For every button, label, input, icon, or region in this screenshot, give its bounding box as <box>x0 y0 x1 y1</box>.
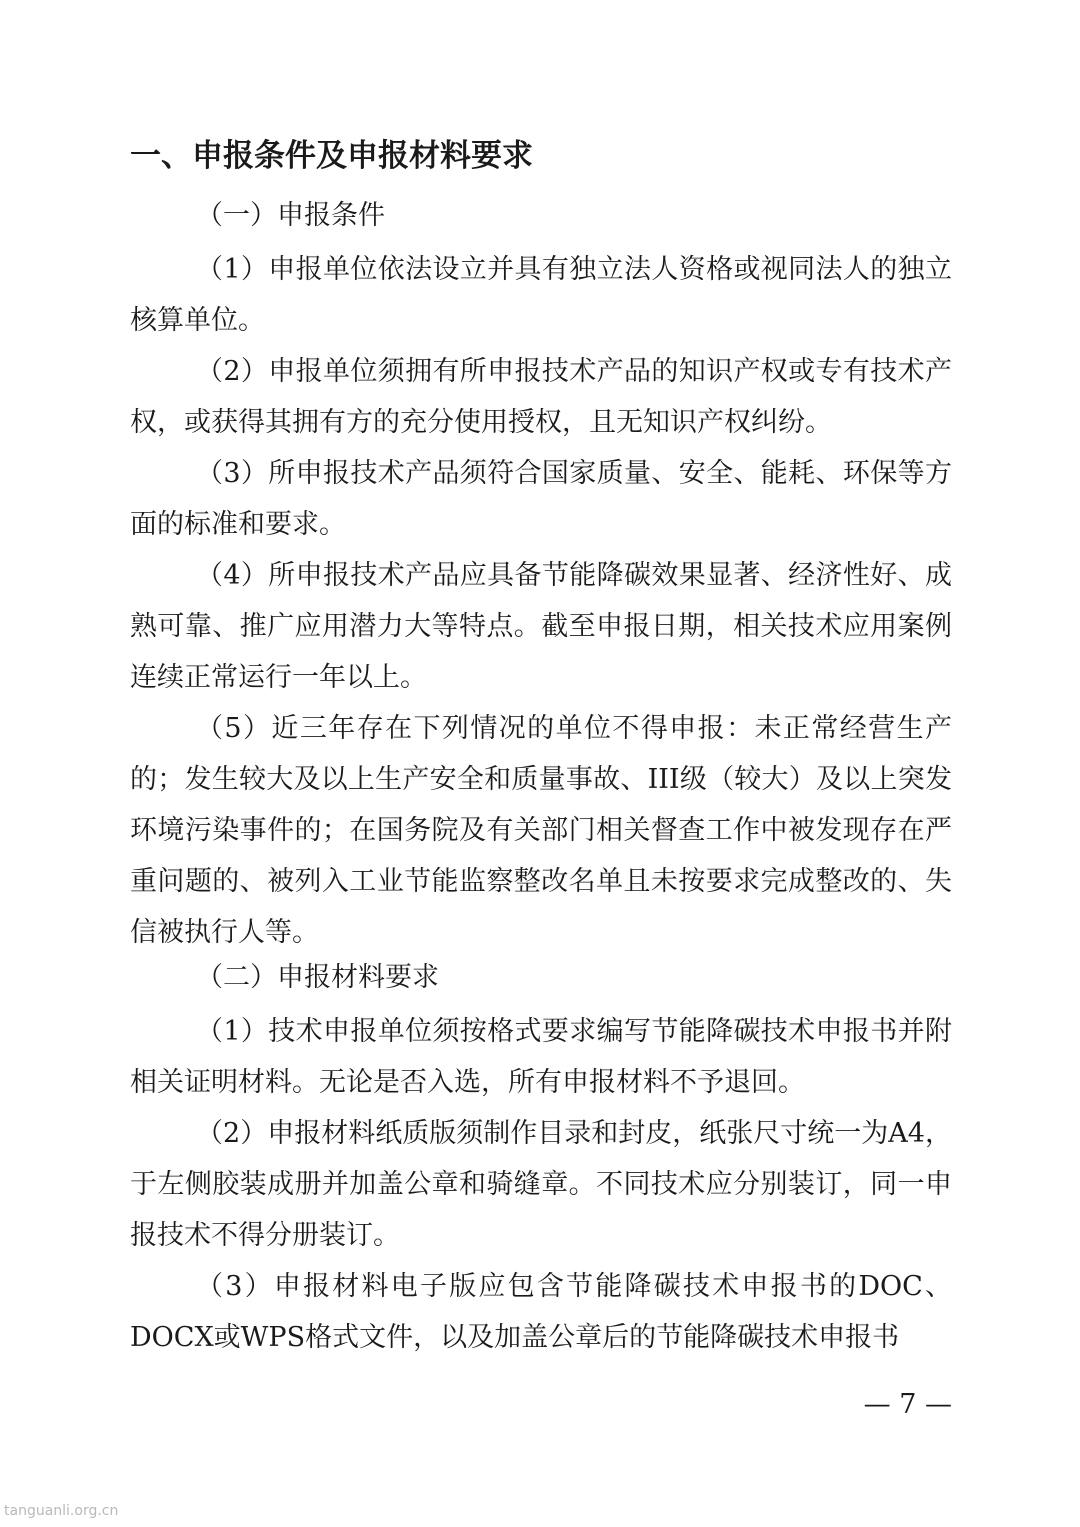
watermark-text: tanguanli.org.cn <box>4 1503 119 1519</box>
condition-item-3: （3）所申报技术产品须符合国家质量、安全、能耗、环保等方面的标准和要求。 <box>130 458 952 540</box>
material-item-1: （1）技术申报单位须按格式要求编写节能降碳技术申报书并附相关证明材料。无论是否入选，所有申报材料不予退回。 <box>130 1016 952 1098</box>
condition-item-4: （4）所申报技术产品应具备节能降碳效果显著、经济性好、成熟可靠、推广应用潜力大等特点。截至申报日期，相关技术应用案例连续正常运行一年以上。 <box>130 560 952 693</box>
condition-item-2: （2）申报单位须拥有所申报技术产品的知识产权或专有技术产权，或获得其拥有方的充分使用授权，且无知识产权纠纷。 <box>130 356 952 438</box>
material-item-2: （2）申报材料纸质版须制作目录和封皮，纸张尺寸统一为A4，于左侧胶装成册并加盖公章和骑缝章。不同技术应分别装订，同一申报技术不得分册装订。 <box>130 1118 952 1251</box>
material-item-3: （3）申报材料电子版应包含节能降碳技术申报书的DOC、DOCX或WPS格式文件，以及加盖公章后的节能降碳技术申报书 <box>130 1271 952 1353</box>
condition-item-5: （5）近三年存在下列情况的单位不得申报：未正常经营生产的；发生较大及以上生产安全和质量事故、III级（较大）及以上突发环境污染事件的；在国务院及有关部门相关督查工作中被发现存在严重问题的、被列入工业节能监察整改名单且未按要求完成整改的、失信被执行人等。 <box>130 713 952 948</box>
page-number: — 7 — <box>863 1389 952 1420</box>
subsection-title-materials: （二）申报材料要求 <box>196 962 439 993</box>
condition-item-1: （1）申报单位依法设立并具有独立法人资格或视同法人的独立核算单位。 <box>130 254 952 336</box>
section-heading: 一、申报条件及申报材料要求 <box>130 138 533 174</box>
subsection-title-conditions: （一）申报条件 <box>196 200 385 231</box>
